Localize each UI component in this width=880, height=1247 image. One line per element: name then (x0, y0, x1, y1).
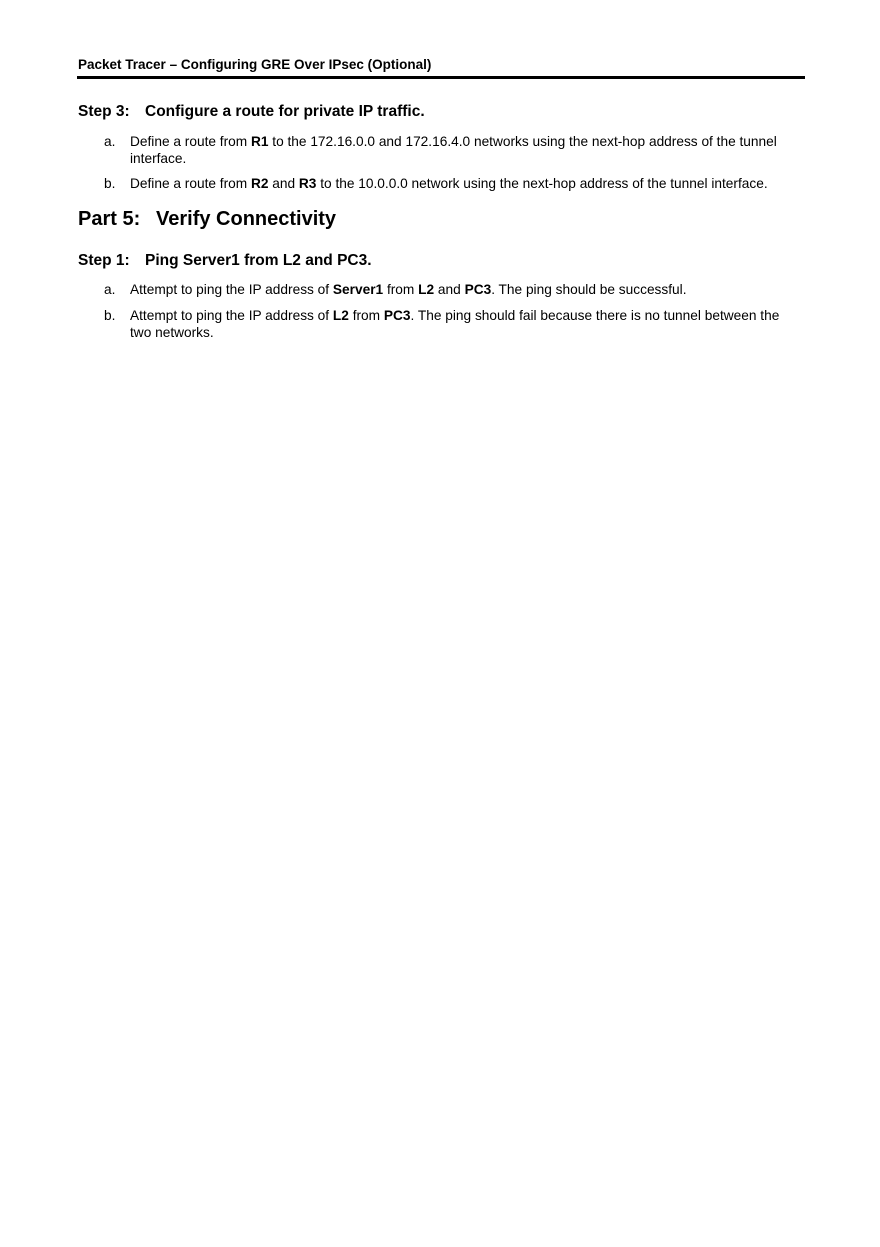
list-marker: b. (104, 308, 116, 323)
text-run: and (434, 282, 465, 297)
device-name: Server1 (332, 282, 384, 297)
text-run: . The ping should fail because there is no tunnel between the two networks. (130, 308, 780, 340)
part-5-heading (78, 208, 336, 231)
list-item (104, 133, 804, 167)
list-marker: b. (104, 176, 116, 191)
text-run: Attempt to ping the IP address of (130, 282, 333, 297)
list-item (104, 175, 804, 192)
text-run: from (383, 282, 419, 297)
list-item-text (130, 175, 804, 192)
text-run: Define a route from (130, 176, 251, 191)
step-title: Configure a route for private IP traffic. (145, 103, 425, 120)
part-title: Verify Connectivity (156, 208, 337, 230)
list-item-text (130, 307, 804, 341)
header-rule (77, 76, 805, 79)
device-name: PC3 (383, 308, 411, 323)
step-number: Step 3: (78, 103, 130, 120)
text-run: to the 172.16.0.0 and 172.16.4.0 networks using the next-hop address of the tunnel interface. (130, 134, 777, 166)
text-run: Define a route from (130, 134, 251, 149)
device-name: R3 (298, 176, 317, 191)
list-item (104, 281, 804, 298)
text-run: . The ping should be successful. (491, 282, 687, 297)
step-3-heading (78, 103, 425, 121)
text-run: Attempt to ping the IP address of (130, 308, 333, 323)
part-number: Part 5: (78, 208, 141, 230)
list-marker: a. (104, 282, 116, 297)
text-run: to the 10.0.0.0 network using the next-hop address of the tunnel interface. (316, 176, 768, 191)
device-name: R1 (250, 134, 269, 149)
step-1-heading (78, 252, 372, 270)
list-item-text (130, 281, 804, 298)
device-name: L2 (418, 282, 435, 297)
device-name: L2 (332, 308, 349, 323)
list-item-text (130, 133, 804, 167)
running-header: Packet Tracer – Configuring GRE Over IPsec (Optional) (78, 57, 432, 72)
step-title: Ping Server1 from L2 and PC3. (145, 252, 372, 269)
step-number: Step 1: (78, 252, 130, 269)
device-name: PC3 (464, 282, 492, 297)
text-run: from (348, 308, 384, 323)
text-run: and (268, 176, 299, 191)
list-item (104, 307, 804, 341)
device-name: R2 (250, 176, 269, 191)
list-marker: a. (104, 134, 116, 149)
